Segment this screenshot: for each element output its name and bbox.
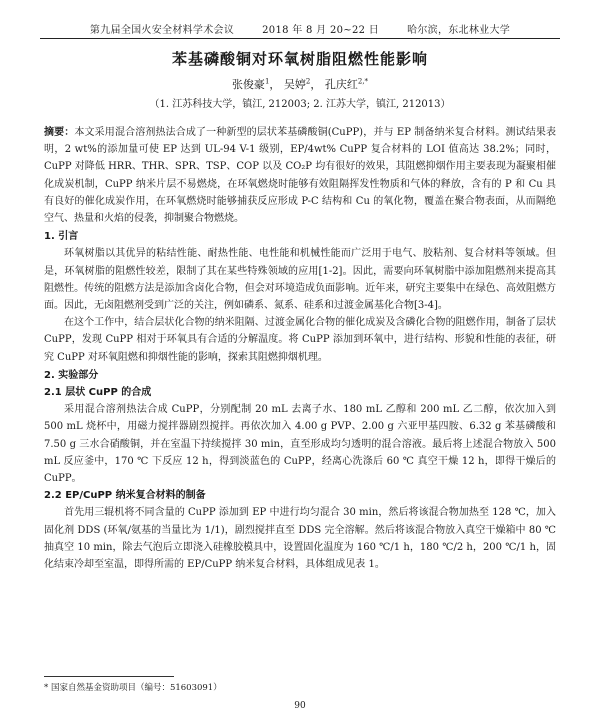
preparation-paragraph: 首先用三辊机将不同含量的 CuPP 添加到 EP 中进行均匀混合 30 min，然后将该混合物加热至 128 ℃，加入固化剂 DDS (环氧/氨基的当量比为 1/1)，剧烈搅拌直至 DDS 完全溶解。然后将该混合物放入真空干燥箱中 80 ℃ 抽真空 10 min，除去气泡后立即浇入硅橡胶模具中，设置固化温度为 160 ℃/1 h，180 ℃/2 h，200 ℃/1 h，固化结束冷却至室温，即得所需的 EP/CuPP 纳米复合材料，具体组成见表 1。: [44, 507, 556, 571]
funding-footnote: * 国家自然基金资助项目（编号：51603091）: [44, 683, 222, 693]
subsection-heading-synthesis: 2.1 层状 CuPP 的合成: [44, 387, 152, 399]
author-name: 吴婷: [283, 78, 306, 91]
subsection-heading-preparation: 2.2 EP/CuPP 纳米复合材料的制备: [44, 490, 206, 502]
abstract-label: 摘要：: [44, 127, 75, 138]
section-heading-intro: 1. 引言: [44, 231, 79, 243]
abstract: [44, 124, 556, 227]
author-name: 孔庆红: [324, 78, 358, 91]
footnote-divider: [44, 676, 174, 677]
intro-paragraph-2: 在这个工作中，结合层状化合物的纳米阻隔、过渡金属化合物的催化成炭及含磷化合物的阻燃作用，制备了层状 CuPP，发现 CuPP 相对于环氧具有合适的分解温度。将 CuPP 添加到环氧中，进行结构、形貌和性能的表征，研究 CuPP 对环氧阻燃和抑烟性能的影响，探索其阻燃抑烟机理。: [44, 317, 556, 363]
page-number: 90: [294, 701, 306, 711]
body-text: [44, 124, 556, 573]
running-header: [40, 14, 560, 39]
intro-paragraph-1: 环氧树脂以其优异的粘结性能、耐热性能、电性能和机械性能而广泛用于电气、胶粘剂、复合材料等领域。但是，环氧树脂的阻燃性较差，限制了其在某些特殊领域的应用[1-2]。因此，需要向环氧树脂中添加阻燃剂来提高其阻燃性。传统的阻燃方法是添加含卤化合物，但会对环境造成负面影响。近年来，研究主要集中在绿色、高效阻燃方面。因此，无卤阻燃剂受到广泛的关注，例如磷系、氮系、硅系和过渡金属基化合物[3-4]。: [44, 248, 556, 312]
synthesis-paragraph: 采用混合溶剂热法合成 CuPP，分别配制 20 mL 去离子水、180 mL 乙醇和 200 mL 乙二醇，依次加入到 500 mL 烧杯中，用磁力搅拌器剧烈搅拌。再依次加入 4.00 g PVP、2.00 g 六亚甲基四胺、6.32 g 苯基磷酸和 7.50 g 三水合硝酸铜，并在室温下持续搅拌 30 min，直至形成均匀透明的混合溶液。最后将上述混合物放入 500 mL 反应釜中，170 ℃ 下反应 12 h，得到淡蓝色的 CuPP，经离心洗涤后 60 ℃ 真空干燥 12 h，即得干燥后的 CuPP。: [44, 404, 556, 485]
conference-date: 2018 年 8 月 20~22 日: [262, 25, 380, 36]
conference-location: 哈尔滨，东北林业大学: [407, 25, 511, 36]
header-divider: [40, 38, 560, 39]
author-name: 张俊豪: [231, 78, 265, 91]
author-affil-mark: 1: [264, 77, 270, 86]
section-heading-experiment: 2. 实验部分: [44, 369, 99, 381]
author-list: 张俊豪$^1$， 吴婷$^2$， 孔庆红$^{2,*}$: [231, 77, 369, 91]
abstract-text: 本文采用混合溶剂热法合成了一种新型的层状苯基磷酸铜(CuPP)，并与 EP 制备纳米复合材料。测试结果表明，2 wt%的添加量可使 EP 达到 UL-94 V-1 级别，EP/4wt% CuPP 复合材料的 LOI 值高达 38.2%；同时，CuPP 对降低 HRR、THR、SPR、TSP、COP 以及 CO₂P 均有很好的效果，其阻燃抑烟作用主要表现为凝聚相催化成炭机制，CuPP 纳米片层不易燃烧，在环氧燃烧时能够有效阻隔挥发性物质和气体的释放，含有的 P 和 Cu 具有良好的催化成炭作用，在环氧燃烧时能够捕获反应形成 P-C 结构和 Cu 的氧化物，覆盖在聚合物表面，从而隔绝空气、热量和火焰的侵袭，抑制聚合物燃烧。: [44, 127, 556, 225]
author-affil-mark: 2: [305, 77, 311, 86]
author-affil-mark: 2,*: [357, 77, 369, 86]
affiliation: （1. 江苏科技大学，镇江, 212003; 2. 江苏大学，镇江, 212013）: [149, 99, 451, 110]
conference-name: 第九届全国火安全材料学术会议: [89, 25, 235, 36]
paper-title: 苯基磷酸铜对环氧树脂阻燃性能影响: [171, 50, 428, 68]
